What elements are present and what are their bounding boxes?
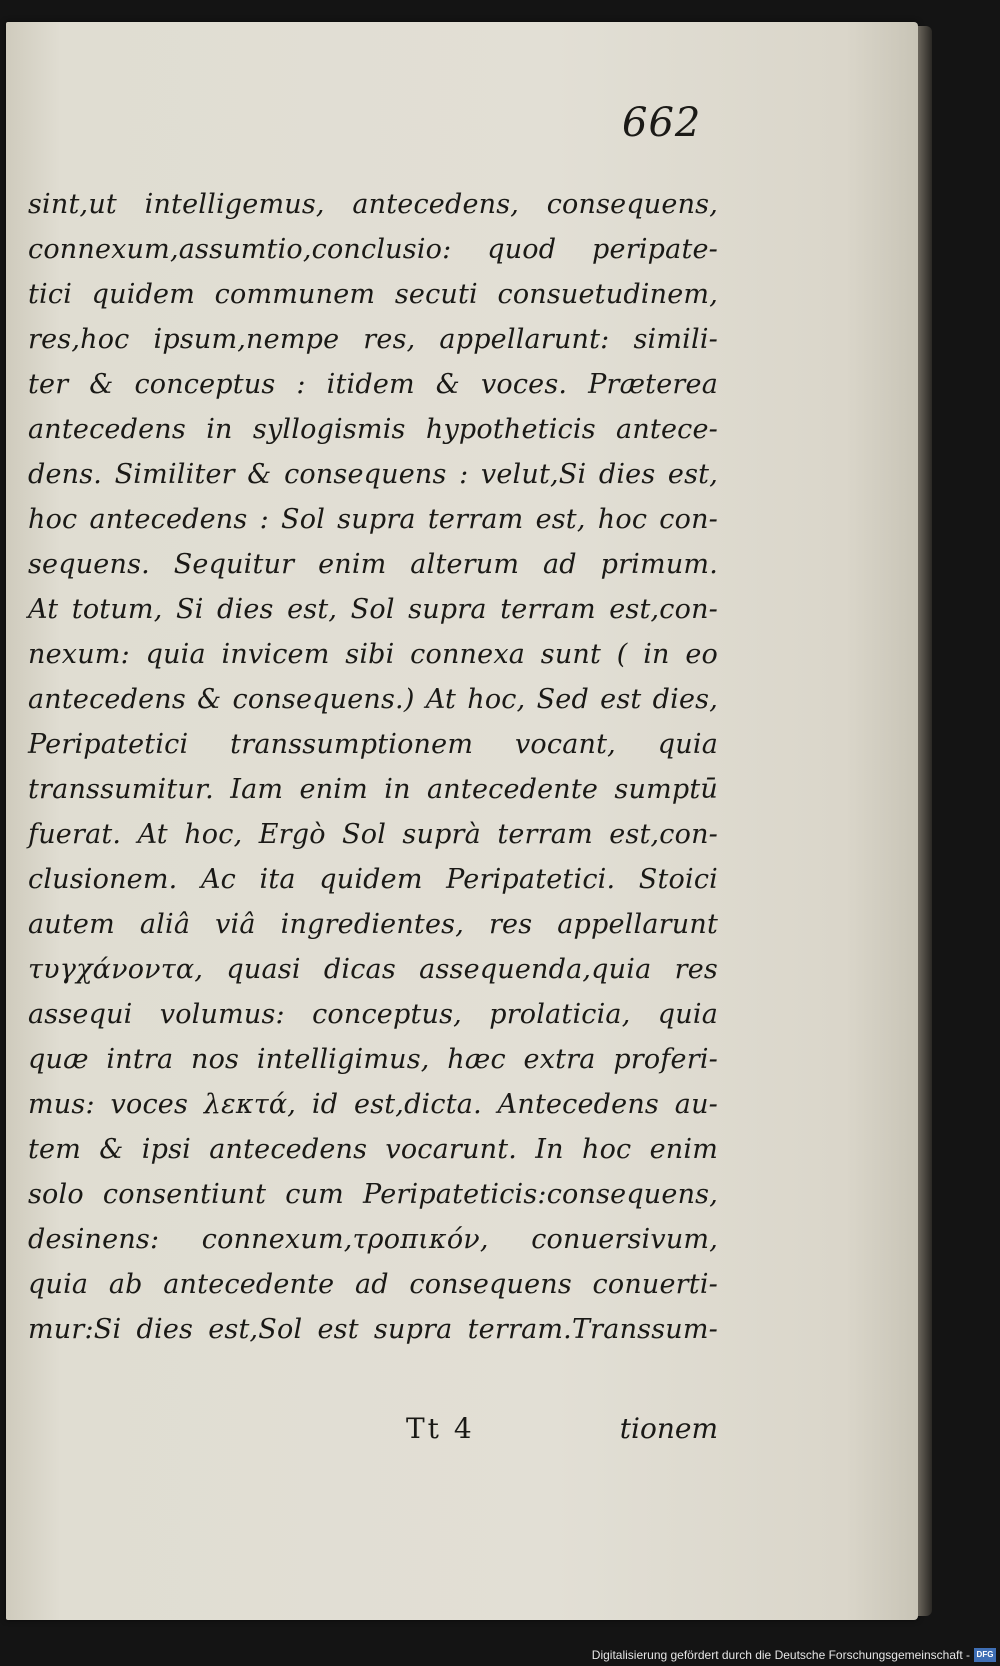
text-line: desinens: connexum,τροπικόν, conuersivum, <box>28 1224 718 1255</box>
text-line: solo consentiunt cum Peripateticis:consequens, <box>28 1179 718 1210</box>
text-line: antecedens in syllogismis hypotheticis antece- <box>28 414 718 445</box>
text-line: transsumitur. Iam enim in antecedente sumptū <box>28 774 718 805</box>
text-line: connexum,assumtio,conclusio: quod peripate- <box>28 234 718 265</box>
text-line: mus: voces λεκτά, id est,dicta. Antecedens au- <box>28 1089 718 1120</box>
dfg-logo-icon: DFG <box>974 1648 996 1662</box>
digitization-credit: Digitalisierung gefördert durch die Deutsche Forschungsgemeinschaft - <box>591 1648 970 1662</box>
text-line: clusionem. Ac ita quidem Peripatetici. Stoici <box>28 864 718 895</box>
page-footer <box>28 1412 718 1457</box>
page-number: 662 <box>622 100 702 146</box>
text-line: assequi volumus: conceptus, prolaticia, quia <box>28 999 718 1030</box>
text-line: quia ab antecedente ad consequens conuerti- <box>28 1269 718 1300</box>
text-line: hoc antecedens : Sol supra terram est, hoc con- <box>28 504 718 535</box>
signature-mark: Tt 4 <box>406 1412 475 1445</box>
text-line: tici quidem communem secuti consuetudinem, <box>28 279 718 310</box>
catchword: tionem <box>619 1412 718 1445</box>
text-line: antecedens & consequens.) At hoc, Sed est dies, <box>28 684 718 715</box>
page-edge <box>918 26 932 1616</box>
text-line: fuerat. At hoc, Ergò Sol suprà terram est,con- <box>28 819 718 850</box>
text-line: sequens. Sequitur enim alterum ad primum. <box>28 549 718 580</box>
credit-bar <box>0 1640 1000 1666</box>
text-line: dens. Similiter & consequens : velut,Si dies est, <box>28 459 718 490</box>
book-page <box>6 22 918 1620</box>
text-line: τυγχάνοντα, quasi dicas assequenda,quia res <box>28 954 718 985</box>
text-line: At totum, Si dies est, Sol supra terram est,con- <box>28 594 718 625</box>
text-line: autem aliâ viâ ingredientes, res appellarunt <box>28 909 718 940</box>
text-line: quæ intra nos intelligimus, hæc extra proferi- <box>28 1044 718 1075</box>
text-line: sint,ut intelligemus, antecedens, consequens, <box>28 189 718 220</box>
text-line: mur:Si dies est,Sol est supra terram.Transsum- <box>28 1314 718 1345</box>
text-line: Peripatetici transsumptionem vocant, quia <box>28 729 718 760</box>
text-line: nexum: quia invicem sibi connexa sunt ( in eo <box>28 639 718 670</box>
text-line: ter & conceptus : itidem & voces. Præterea <box>28 369 718 400</box>
text-line: res,hoc ipsum,nempe res, appellarunt: simili- <box>28 324 718 355</box>
text-line: tem & ipsi antecedens vocarunt. In hoc enim <box>28 1134 718 1165</box>
body-text <box>28 182 718 1352</box>
